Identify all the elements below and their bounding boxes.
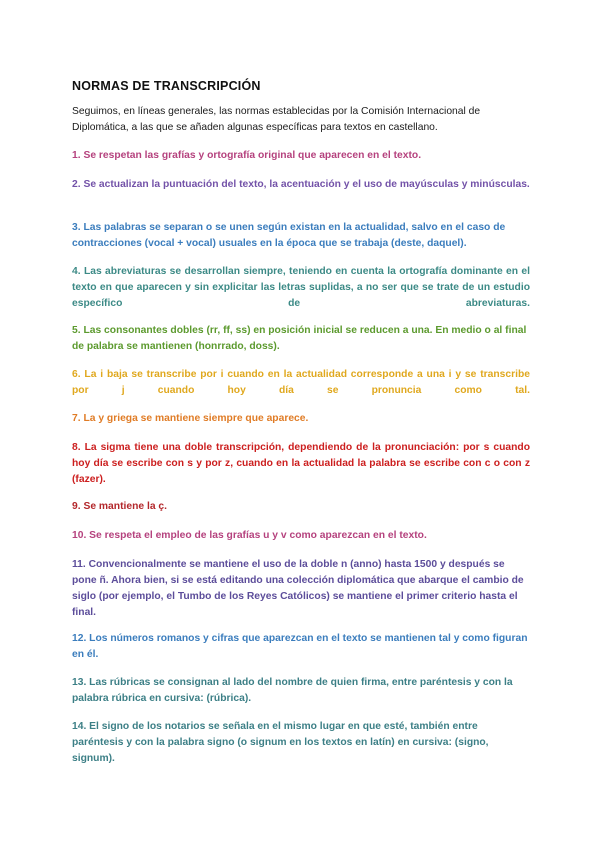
rule-8: 8. La sigma tiene una doble transcripción, dependiendo de la pronunciación: por s cuando hoy día se escribe con s y por z, cuando en la actualidad la palabra se escribe con c o con z (fazer). xyxy=(72,442,530,485)
rule-7: 7. La y griega se mantiene siempre que aparece. xyxy=(72,413,309,424)
rule-9: 9. Se mantiene la ç. xyxy=(72,501,168,512)
rule-14: 14. El signo de los notarios se señala en el mismo lugar en que esté, también entre paréntesis y con la palabra signo (o signum en los textos en latín) en cursiva: (signo, signum). xyxy=(72,721,489,764)
rule-2: 2. Se actualizan la puntuación del texto, la acentuación y el uso de mayúsculas y minúsculas. xyxy=(72,179,530,190)
rule-3: 3. Las palabras se separan o se unen según existan en la actualidad, salvo en el caso de contracciones (vocal + vocal) usuales en la época que se trabaja (deste, daquel). xyxy=(72,222,506,249)
page-title: NORMAS DE TRANSCRIPCIÓN xyxy=(72,79,261,93)
rule-11: 11. Convencionalmente se mantiene el uso de la doble n (anno) hasta 1500 y después se pone ñ. Ahora bien, si se está editando una colección diplomática que abarque el cambio de siglo (por ejemplo, el Tumbo de los Reyes Católicos) se mantiene el primer criterio hasta el final. xyxy=(72,559,524,618)
rule-13: 13. Las rúbricas se consignan al lado del nombre de quien firma, entre paréntesis y con la palabra rúbrica en cursiva: (rúbrica). xyxy=(72,677,513,704)
rule-5: 5. Las consonantes dobles (rr, ff, ss) en posición inicial se reducen a una. En medio o al final de palabra se mantienen (honrrado, doss). xyxy=(72,325,527,352)
rule-10: 10. Se respeta el empleo de las grafías u y v como aparezcan en el texto. xyxy=(72,530,427,541)
rule-6: 6. La i baja se transcribe por i cuando en la actualidad corresponde a una i y se transcribe por j cuando hoy día se pronuncia como tal. xyxy=(72,369,530,396)
intro-paragraph: Seguimos, en líneas generales, las normas establecidas por la Comisión Internacional de Diplomática, a las que se añaden algunas específicas para textos en castellano. xyxy=(72,106,481,133)
rule-4: 4. Las abreviaturas se desarrollan siempre, teniendo en cuenta la ortografía dominante en el texto en que aparecen y sin explicitar las letras suplidas, a no ser que se trate de un estudio específico de abreviaturas. xyxy=(72,266,530,309)
rule-1: 1. Se respetan las grafías y ortografía original que aparecen en el texto. xyxy=(72,150,422,161)
rule-12: 12. Los números romanos y cifras que aparezcan en el texto se mantienen tal y como figuran en él. xyxy=(72,633,528,660)
